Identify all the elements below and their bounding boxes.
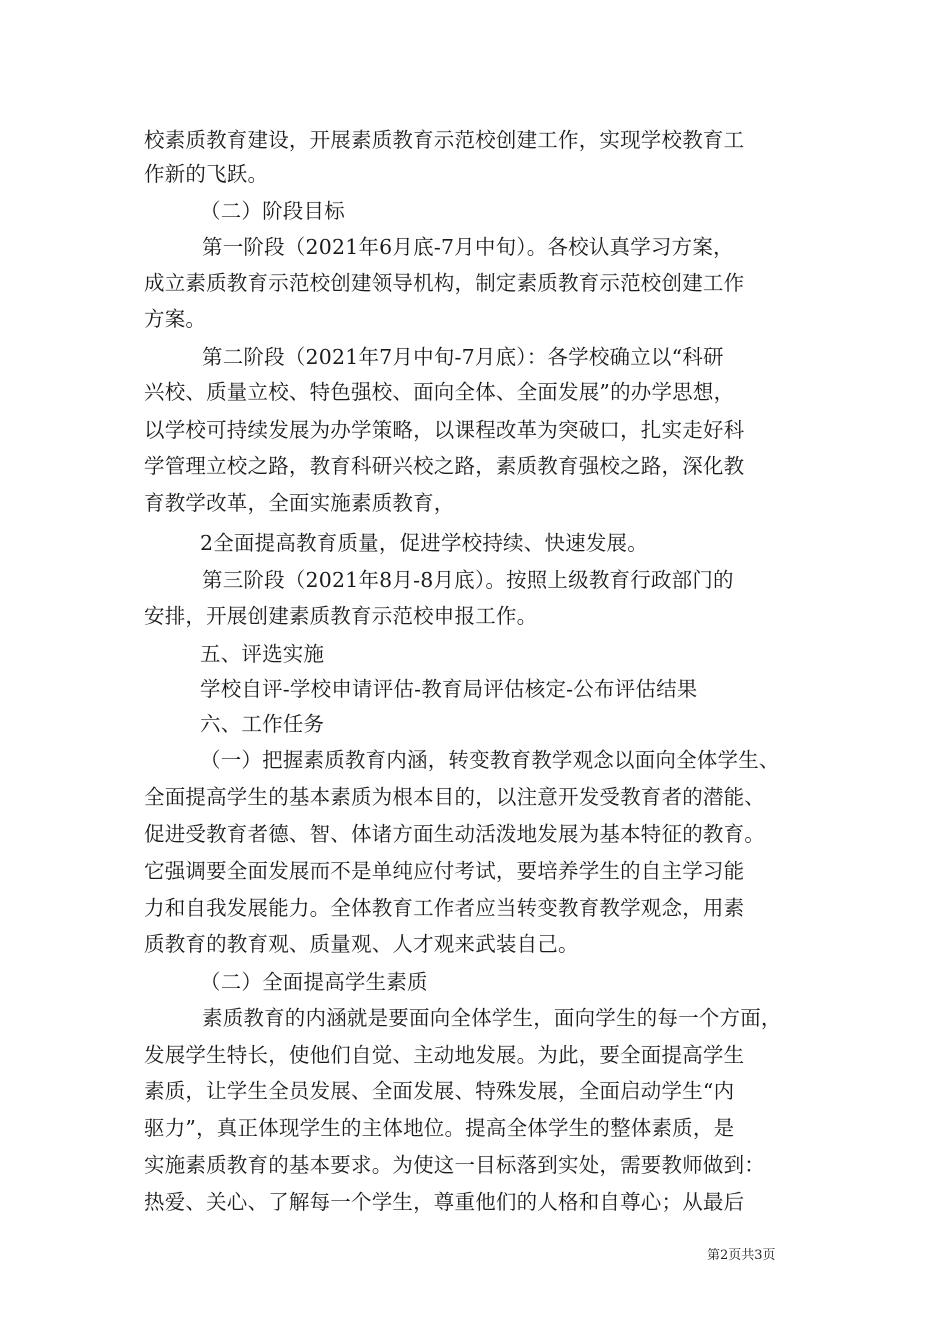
text-line: 促进受教育者德、智、体诸方面生动活泼地发展为基本特征的教育。 (144, 822, 765, 846)
text-line: 素质，让学生全员发展、全面发展、特殊发展，全面启动学生“内 (144, 1079, 735, 1103)
text-line: 成立素质教育示范校创建领导机构，制定素质教育示范校创建工作 (144, 271, 745, 295)
text-line: 学管理立校之路，教育科研兴校之路，素质教育强校之路，深化教 (144, 454, 745, 478)
text-line: 实施素质教育的基本要求。为使这一目标落到实处，需要教师做到： (144, 1153, 765, 1177)
text-line: 第一阶段（2021年6月底-7月中旬）。各校认真学习方案， (202, 235, 734, 259)
section-heading: 五、评选实施 (200, 642, 325, 666)
text-line: 方案。 (144, 307, 207, 331)
text-line: 质教育的教育观、质量观、人才观来武装自己。 (144, 932, 579, 956)
text-line: 安排，开展创建素质教育示范校申报工作。 (144, 604, 538, 628)
text-line: 2全面提高教育质量，促进学校持续、快速发展。 (200, 531, 648, 555)
section-heading: 六、工作任务 (200, 712, 325, 736)
section-heading: （二）阶段目标 (200, 199, 345, 223)
section-heading: （二）全面提高学生素质 (200, 970, 428, 994)
text-line: 兴校、质量立校、特色强校、面向全体、全面发展”的办学思想， (144, 380, 735, 404)
page-number: 第2页共3页 (707, 1248, 776, 1263)
text-line: 素质教育的内涵就是要面向全体学生，面向学生的每一个方面， (202, 1006, 782, 1030)
text-line: 驱力”，真正体现学生的主体地位。提高全体学生的整体素质，是 (144, 1116, 735, 1140)
text-line: 学校自评-学校申请评估-教育局评估核定-公布评估结果 (200, 677, 698, 701)
text-line: 热爱、关心、了解每一个学生，尊重他们的人格和自尊心；从最后 (144, 1190, 745, 1214)
text-line: 它强调要全面发展而不是单纯应付考试，要培养学生的自主学习能 (144, 859, 745, 883)
text-line: 第三阶段（2021年8月-8月底）。按照上级教育行政部门的 (202, 568, 734, 592)
text-line: 以学校可持续发展为办学策略，以课程改革为突破口，扎实走好科 (144, 418, 745, 442)
text-line: 作新的飞跃。 (144, 162, 269, 186)
text-line: 全面提高学生的基本素质为根本目的，以注意开发受教育者的潜能、 (144, 785, 765, 809)
text-line: （一）把握素质教育内涵，转变教育教学观念以面向全体学生、 (200, 748, 780, 772)
text-line: 力和自我发展能力。全体教育工作者应当转变教育教学观念，用素 (144, 896, 745, 920)
text-line: 第二阶段（2021年7月中旬-7月底）：各学校确立以“科研 (202, 345, 724, 369)
text-line: 发展学生特长，使他们自觉、主动地发展。为此，要全面提高学生 (144, 1043, 745, 1067)
text-line: 校素质教育建设，开展素质教育示范校创建工作，实现学校教育工 (144, 128, 745, 152)
text-line: 育教学改革，全面实施素质教育， (144, 491, 455, 515)
